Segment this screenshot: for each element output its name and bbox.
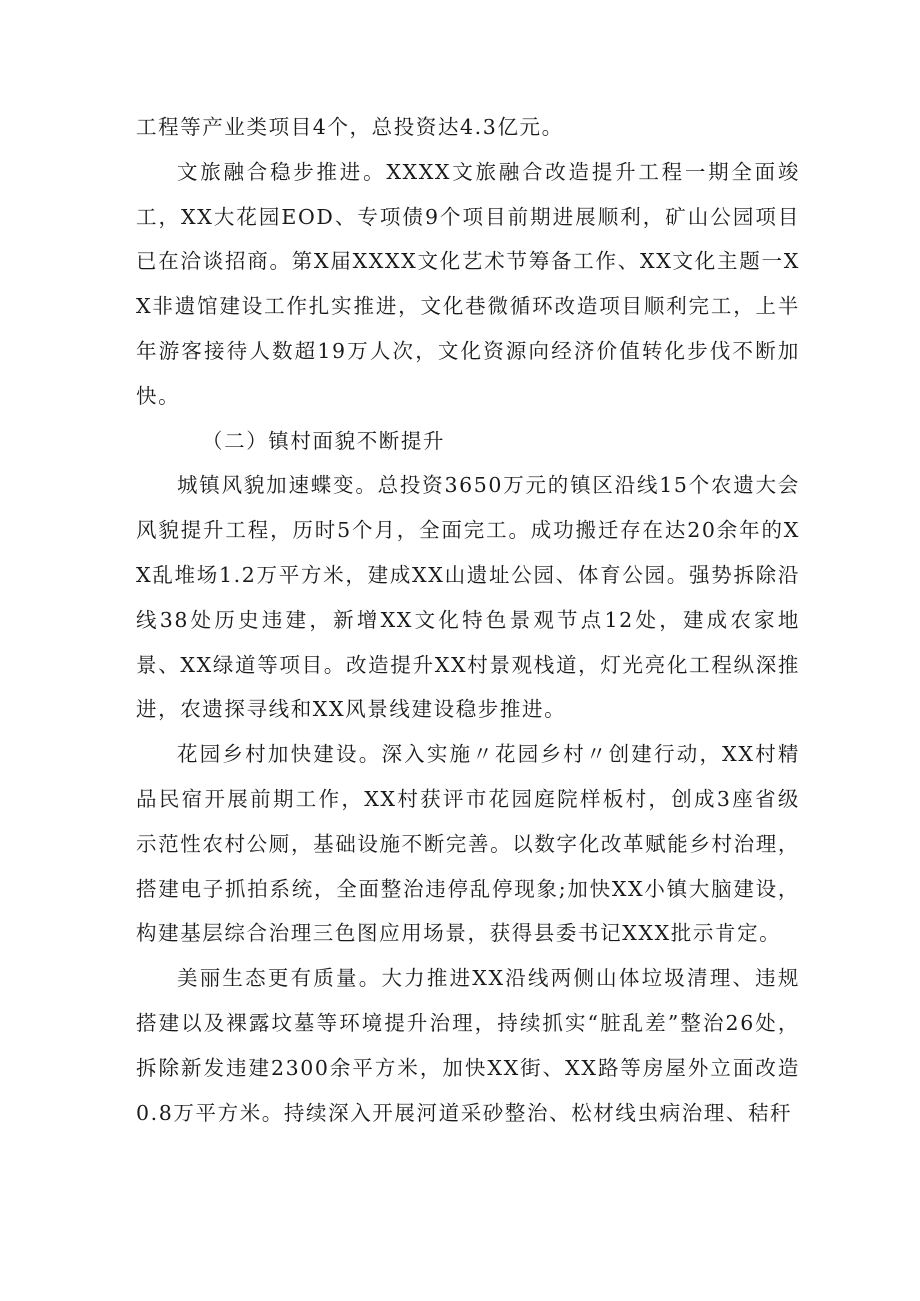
paragraph-culture-tourism: 文旅融合稳步推进。XXXX文旅融合改造提升工程一期全面竣工，XX大花园EOD、专项债9个项目前期进展顺利，矿山公园项目已在洽谈招商。第X届XXXX文化艺术节筹备工作、XX文化主题一XX非遗馆建设工作扎实推进，文化巷微循环改造项目顺利完工，上半年游客接待人数超19万人次，文化资源向经济价值转化步伐不断加快。 xyxy=(136,159,800,408)
paragraph-town-appearance: 城镇风貌加速蝶变。总投资3650万元的镇区沿线15个农遗大会风貌提升工程，历时5个月，全面完工。成功搬迁存在达20余年的XX乱堆场1.2万平方米，建成XX山遗址公园、体育公园。强势拆除沿线38处历史违建，新增XX文化特色景观节点12处，建成农家地景、XX绿道等项目。改造提升XX村景观栈道，灯光亮化工程纵深推进，农遗探寻线和XX风景线建设稳步推进。 xyxy=(136,473,800,722)
paragraph-project-summary: 工程等产业类项目4个，总投资达4.3亿元。 xyxy=(136,115,564,139)
section-heading-town-village: （二）镇村面貌不断提升 xyxy=(202,428,446,453)
paragraph-ecology: 美丽生态更有质量。大力推进XX沿线两侧山体垃圾清理、违规搭建以及裸露坟墓等环境提升治理，持续抓实“脏乱差”整治26处，拆除新发违建2300余平方米，加快XX街、XX路等房屋外立面改造0.8万平方米。持续深入开展河道采砂整治、松材线虫病治理、秸秆 xyxy=(136,966,800,1125)
paragraph-garden-village: 花园乡村加快建设。深入实施〃花园乡村〃创建行动，XX村精品民宿开展前期工作，XX村获评市花园庭院样板村，创成3座省级示范性农村公厕，基础设施不断完善。以数字化改革赋能乡村治理，搭建电子抓拍系统，全面整治违停乱停现象;加快XX小镇大脑建设，构建基层综合治理三色图应用场景，获得县委书记XXX批示肯定。 xyxy=(136,742,800,946)
